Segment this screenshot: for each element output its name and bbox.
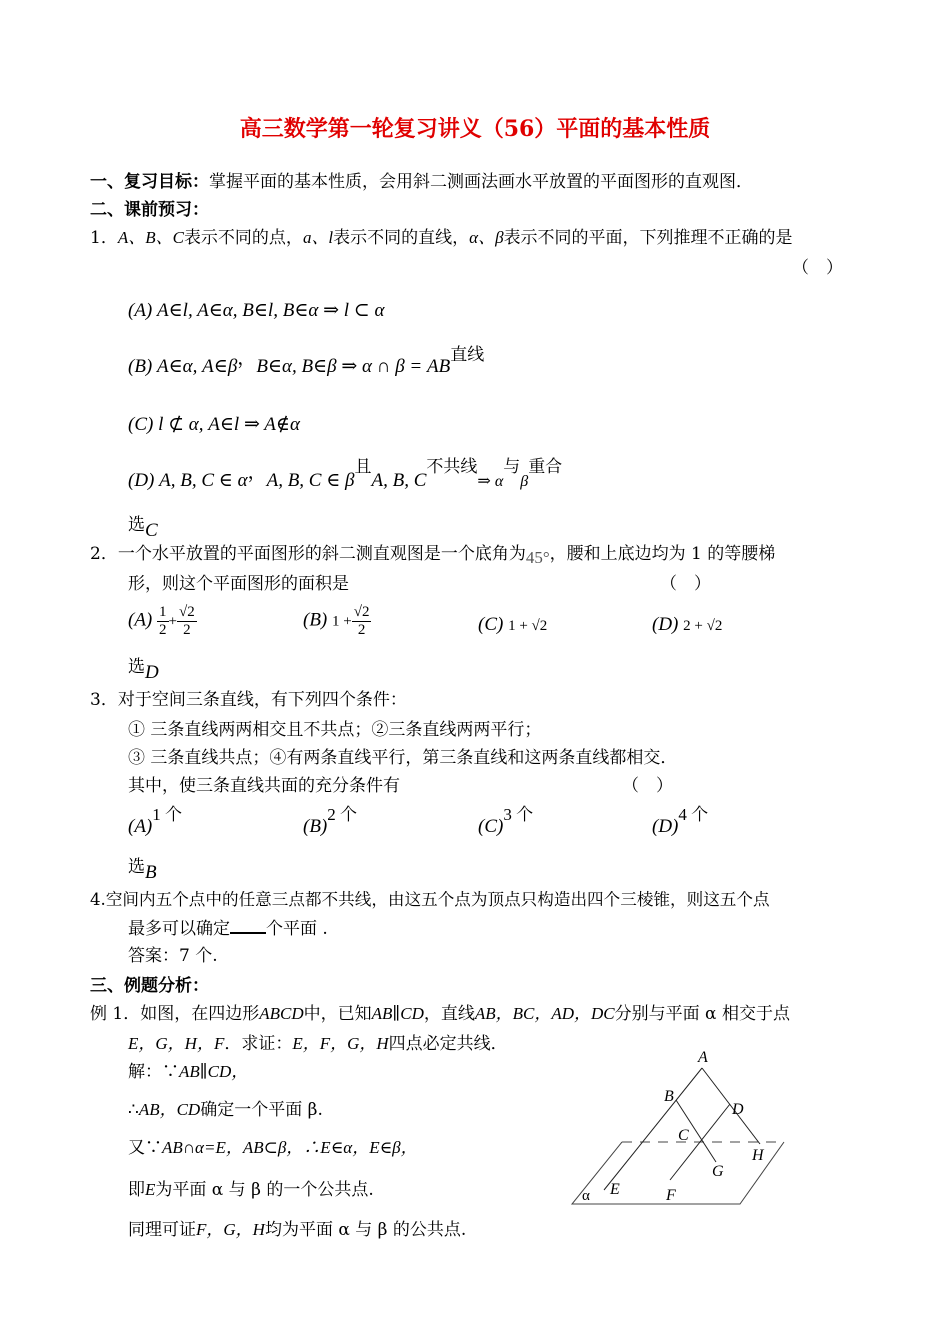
ex1-text-2: 中，已知 [303,1004,372,1024]
ex1-solution-math-2: AB，CD [138,1100,201,1119]
q1-stem [90,228,793,248]
q1-answer [128,514,158,541]
ex1-solution-text-1: AB∥CD， [179,1062,249,1081]
q1-option-c [128,414,300,437]
q2-option-d-text: 2 + √2 [683,618,723,634]
q2-option-a [128,604,197,638]
ex1-solution-math-4: E [145,1180,156,1199]
q1-option-d-part4: ⇒ α [477,473,504,490]
q1-option-d-text3: 与 [503,457,521,476]
q1-lines: a、l [302,228,334,247]
q2-option-a-frac2 [177,604,197,638]
ex1-line1 [90,1004,790,1024]
ex1-solution-3 [128,1138,418,1158]
q4-line1 [90,890,770,910]
label-alpha: α [582,1188,590,1204]
ex1-solution-text-2: 确定一个平面 β. [200,1100,323,1120]
q3-option-d-label: (D) [652,816,679,837]
q3-option-c-text: 3 个 [503,805,534,824]
q1-option-b-tail: 直线 [450,345,485,364]
q2-stem-text-2: ，腰和上底边均为 1 的等腰梯 [549,544,776,564]
ex1-text-4: 分别与平面 α 相交于点 [614,1004,790,1024]
q1-option-d-text1: 且 [354,457,372,476]
q3-option-b-label: (B) [303,816,328,837]
q4-text-1: 空间内五个点中的任意三点都不共线，由这五个点为顶点只构造出四个三棱锥，则这五个点 [105,890,770,909]
q1-option-b-part1: A∈α, A∈β [157,356,238,377]
ex1-solution-label: 解：∵ [128,1062,179,1082]
line-ad [702,1068,760,1144]
q2-option-d [652,614,722,637]
q3-option-a-text: 1 个 [152,805,183,824]
q3-stem [90,690,407,710]
q2-answer [128,656,159,683]
label-f: F [666,1187,676,1204]
q3-answer [128,856,157,883]
q2-answer-value: D [145,662,159,683]
ex1-solution-5 [128,1220,466,1240]
ex1-because: 又∵ [128,1138,162,1158]
ex1-text-6: 四点必定共线． [388,1034,508,1054]
ex1-solution-1 [128,1062,248,1082]
q3-condition-3-4: ③ 三条直线共点；④有两条直线平行，第三条直线和这两条直线都相交． [128,748,678,768]
ex1-solution-2 [128,1100,323,1120]
q3-condition-1-2: ① 三条直线两两相交且不共点；②三条直线两两平行； [128,720,542,740]
ex1-solution-text-4b: 为平面 α 与 β 的一个公共点. [155,1180,374,1200]
q1-option-a-label: (A) [128,300,153,321]
ex1-solution-text-5a: 同理可证 [128,1220,196,1240]
q2-stem-text-1: 一个水平放置的平面图形的斜二测直观图是一个底角为 [117,544,526,564]
q1-option-d-part1: A, B, C ∈ α [159,470,248,491]
frac-numerator: √2 [178,604,195,620]
q2-stem-line1 [90,544,776,567]
q4-number: 4. [90,890,106,909]
q2-answer-prefix: 选 [128,657,145,677]
q1-option-d [128,457,563,493]
label-b: B [664,1088,674,1105]
q1-option-b [128,345,485,379]
label-c: C [678,1127,689,1144]
label-d: D [732,1101,744,1118]
q1-option-c-text: l ⊄ α, A∈l ⇒ A∉α [158,414,300,435]
q1-option-d-text2: 不共线 [426,457,478,476]
frac-numerator: 1 [159,604,167,620]
q3-question: 其中，使三条直线共面的充分条件有 [128,776,400,796]
ex1-text-5: ．求证： [224,1034,293,1054]
q2-stem-line2: 形，则这个平面图形的面积是 [128,574,349,594]
q2-angle: 45° [525,548,550,567]
q3-option-d [652,804,709,837]
section-1 [90,172,753,192]
q3-option-c-label: (C) [478,816,504,837]
q1-option-d-label: (D) [128,470,155,491]
ex1-parallel: AB∥CD [371,1004,424,1023]
q1-option-a-text: A∈l, A∈α, B∈l, B∈α ⇒ l ⊂ α [157,300,385,321]
ex1-solution-4 [128,1180,374,1200]
q1-option-b-part2: B∈α, B∈β ⇒ α ∩ β = AB [256,356,451,377]
q2-number: 2． [90,544,118,564]
page-title: 高三数学第一轮复习讲义（56）平面的基本性质 [239,116,711,142]
q3-option-d-text: 4 个 [678,805,709,824]
q4-line2 [128,918,328,939]
q1-option-a [128,300,384,323]
frac-denominator: 2 [357,621,366,638]
ex1-solution-text-4a: 即 [128,1180,145,1200]
q3-answer-value: B [145,862,157,883]
q2-option-b-frac [352,604,372,638]
q2-option-c [478,614,547,637]
section-1-text: 掌握平面的基本性质，会用斜二测画法画水平放置的平面图形的直观图． [209,172,753,192]
q4-text-3: 个平面 . [266,919,328,939]
ex1-figure [560,1040,800,1220]
q2-option-a-frac1 [157,604,169,638]
q2-option-a-label: (A) [128,609,153,631]
q3-option-a [128,804,183,837]
q1-option-d-comma: ， [247,462,267,483]
q4-answer: 答案：7 个. [128,946,218,966]
q3-option-b-text: 2 个 [327,805,358,824]
q2-answer-paren: （ ） [660,574,711,594]
q2-option-d-label: (D) [652,614,679,635]
q1-stem-text-3: 表示不同的平面，下列推理不正确的是 [503,228,793,248]
q1-stem-text-1: 表示不同的点， [183,228,303,248]
q1-option-c-label: (C) [128,414,154,435]
label-a: A [698,1049,708,1066]
q1-option-b-comma: ， [237,348,257,369]
ex1-solution-math-3: AB∩α=E，AB⊂β，∴E∈α，E∈β， [162,1138,418,1157]
ex1-solution-text-5b: 均为平面 α 与 β 的公共点. [264,1220,467,1240]
q3-option-c [478,804,534,837]
q1-answer-paren: （ ） [792,258,843,278]
section-2-label: 二、课前预习： [90,200,209,220]
q1-option-d-part3: A, B, C [371,470,427,491]
ex1-points: E，G，H，F [128,1034,225,1053]
ex1-lines: AB，BC，AD，DC [474,1004,615,1023]
q1-option-d-part2: A, B, C ∈ β [266,470,355,491]
q3-number: 3． [90,690,118,710]
section-3-label: 三、例题分析： [90,976,209,996]
q1-answer-prefix: 选 [128,515,145,535]
q1-option-d-text4: 重合 [528,457,563,476]
label-g: G [712,1163,724,1180]
q2-option-b-label: (B) [303,609,328,631]
label-h: H [752,1147,764,1164]
q1-option-d-part5: β [520,473,529,490]
ex1-text-3: ，直线 [423,1004,475,1024]
q2-option-c-text: 1 + √2 [508,618,548,634]
ex1-points-2: E，F，G，H [292,1034,389,1053]
q1-points: A、B、C [117,228,184,247]
ex1-text-1: 如图，在四边形 [140,1004,260,1024]
q1-option-b-label: (B) [128,356,153,377]
ex1-solution-math-5: F，G，H [196,1220,265,1239]
label-e: E [610,1181,620,1198]
q3-stem-text: 对于空间三条直线，有下列四个条件： [117,690,407,710]
ex1-label: 例 1． [90,1004,141,1024]
q4-text-2: 最多可以确定 [128,919,230,939]
q3-answer-paren: （ ） [622,776,673,796]
frac-numerator: √2 [353,604,370,620]
q3-option-a-label: (A) [128,816,153,837]
q3-option-b [303,804,358,837]
q1-answer-value: C [145,520,158,541]
q1-stem-text-2: 表示不同的直线， [333,228,470,248]
q2-option-b-prefix: 1 + [332,613,352,630]
q3-answer-prefix: 选 [128,857,145,877]
section-1-label: 一、复习目标： [90,172,209,192]
q2-option-b [303,604,371,638]
ex1-line2 [128,1034,508,1054]
frac-denominator: 2 [183,621,191,638]
q2-option-c-label: (C) [478,614,504,635]
ex1-therefore: ∴ [128,1100,139,1120]
q4-blank [230,918,266,934]
plus-sign: + [168,613,177,630]
line-bd [676,1100,730,1104]
frac-denominator: 2 [159,621,167,638]
ex1-quadrilateral: ABCD [259,1004,304,1023]
q1-number: 1． [90,228,118,248]
q1-planes: α、β [469,228,504,247]
